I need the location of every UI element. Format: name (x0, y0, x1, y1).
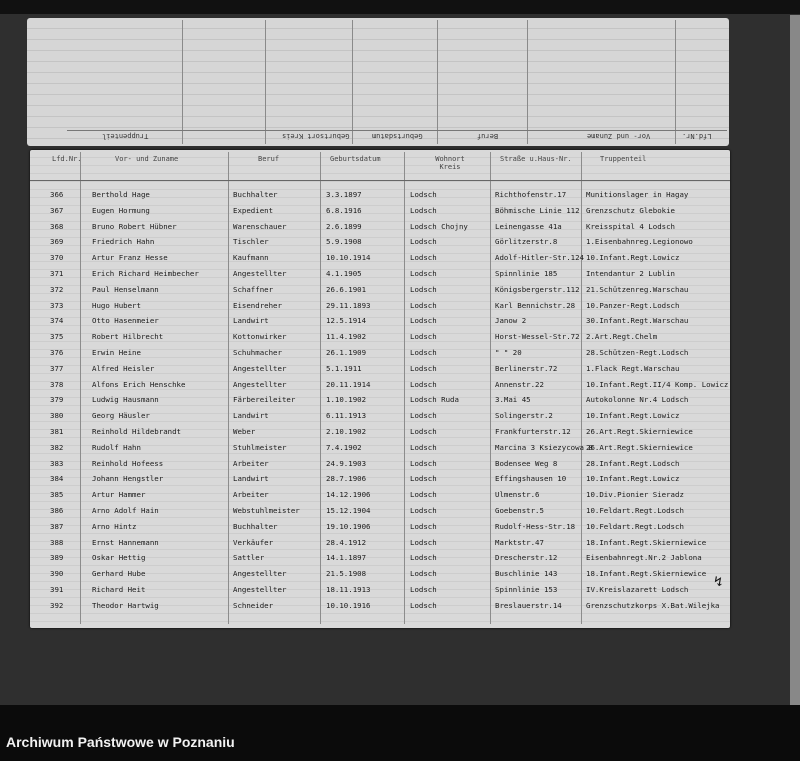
cell-beruf: Angestellter (233, 269, 287, 278)
table-row (30, 187, 730, 203)
cell-name: Robert Hilbrecht (92, 332, 164, 342)
cell-str: Leinengasse 41a (495, 221, 562, 231)
cell-beruf: Kottonwirker (233, 332, 287, 342)
cell-ort: Lodsch (410, 490, 437, 500)
cell-geb: 5.1.1911 (326, 363, 362, 373)
cell-str: Böhmische Linie 112 (495, 205, 580, 215)
cell-name: Oskar Hettig (92, 553, 146, 563)
cell-beruf: Schaffner (233, 284, 274, 294)
table-row (30, 582, 730, 598)
cell-name: Ludwig Hausmann (92, 395, 159, 405)
cell-geb: 4.1.1905 (326, 269, 362, 278)
cell-tr: 30.Infant.Regt.Warschau (586, 316, 689, 326)
cell-geb: 14.1.1897 (326, 553, 367, 563)
table-row (30, 471, 730, 487)
cell-nr: 385 (50, 490, 64, 500)
cell-nr: 386 (50, 506, 64, 515)
table-row (30, 361, 730, 377)
cell-tr: Intendantur 2 Lublin (586, 269, 675, 278)
cell-beruf: Schuhmacher (233, 348, 282, 357)
handwritten-check-mark: ↯ (714, 574, 723, 590)
column-divider (265, 20, 266, 144)
cell-beruf: Stuhlmeister (233, 442, 287, 452)
cell-ort: Lodsch (410, 537, 437, 547)
cell-ort: Lodsch (410, 585, 437, 594)
register-page (30, 150, 730, 628)
cell-nr: 380 (50, 411, 64, 421)
cell-geb: 12.5.1914 (326, 316, 367, 326)
cell-tr: 21.Schützenreg.Warschau (586, 284, 689, 294)
table-row (30, 550, 730, 566)
table-row (30, 566, 730, 582)
cell-tr: IV.Kreislazarett Lodsch (586, 585, 689, 594)
cell-str: Breslauerstr.14 (495, 600, 562, 610)
cell-name: Alfons Erich Henschke (92, 379, 186, 389)
cell-name: Bruno Robert Hübner (92, 221, 177, 231)
header-strasse: Straße u.Haus-Nr. (500, 155, 572, 163)
cell-nr: 376 (50, 348, 64, 357)
cell-tr: 2.Art.Regt.Chelm (586, 332, 658, 342)
cell-ort: Lodsch (410, 458, 437, 468)
cell-geb: 14.12.1906 (326, 490, 371, 500)
cell-nr: 378 (50, 379, 64, 389)
cell-geb: 6.8.1916 (326, 205, 362, 215)
cell-geb: 29.11.1893 (326, 300, 371, 310)
cell-ort: Lodsch (410, 506, 437, 515)
cell-ort: Lodsch (410, 284, 437, 294)
cell-geb: 2.10.1902 (326, 427, 367, 436)
cell-tr: 10.Infant.Regt.Lowicz (586, 253, 680, 263)
cell-ort: Lodsch (410, 411, 437, 421)
cell-beruf: Angestellter (233, 363, 287, 373)
cell-geb: 20.11.1914 (326, 379, 371, 389)
cell-nr: 373 (50, 300, 64, 310)
cell-geb: 10.10.1916 (326, 600, 371, 610)
cell-geb: 6.11.1913 (326, 411, 367, 421)
film-edge (790, 15, 800, 705)
cell-nr: 371 (50, 269, 64, 278)
cell-name: Reinhold Hildebrandt (92, 427, 181, 436)
cell-beruf: Weber (233, 427, 256, 436)
table-row (30, 392, 730, 408)
cell-str: Spinnlinie 185 (495, 269, 558, 278)
cell-nr: 379 (50, 395, 64, 405)
cell-name: Erwin Heine (92, 348, 141, 357)
cell-name: Berthold Hage (92, 190, 150, 199)
table-row (30, 313, 730, 329)
flipped-header: Beruf (477, 132, 499, 140)
cell-str: Marcina 3 Ksiezycowa 8 (495, 442, 593, 452)
cell-beruf: Kaufmann (233, 253, 269, 263)
cell-geb: 24.9.1903 (326, 458, 367, 468)
table-row (30, 345, 730, 361)
cell-nr: 372 (50, 284, 64, 294)
cell-str: Rudolf-Hess-Str.18 (495, 521, 576, 531)
column-divider (182, 20, 183, 144)
cell-beruf: Arbeiter (233, 490, 269, 500)
cell-tr: 28.Schützen-Regt.Lodsch (586, 348, 689, 357)
cell-beruf: Angestellter (233, 569, 287, 579)
cell-nr: 391 (50, 585, 64, 594)
cell-geb: 7.4.1902 (326, 442, 362, 452)
table-row (30, 487, 730, 503)
cell-ort: Lodsch (410, 253, 437, 263)
cell-tr: Grenzschutzkorps X.Bat.Wilejka (586, 600, 720, 610)
cell-str: Goebenstr.5 (495, 506, 544, 515)
column-divider (527, 20, 528, 144)
cell-beruf: Eisendreher (233, 300, 282, 310)
cell-ort: Lodsch (410, 553, 437, 563)
table-row (30, 377, 730, 393)
table-row (30, 329, 730, 345)
cell-beruf: Angestellter (233, 379, 287, 389)
cell-nr: 384 (50, 474, 64, 484)
table-row (30, 598, 730, 614)
cell-tr: 1.Flack Regt.Warschau (586, 363, 680, 373)
cell-name: Artur Franz Hesse (92, 253, 168, 263)
cell-geb: 26.1.1909 (326, 348, 367, 357)
table-row (30, 519, 730, 535)
cell-name: Alfred Heisler (92, 363, 155, 373)
cell-nr: 367 (50, 205, 64, 215)
cell-str: Berlinerstr.72 (495, 363, 558, 373)
cell-ort: Lodsch (410, 316, 437, 326)
header-rule (30, 180, 730, 181)
cell-beruf: Arbeiter (233, 458, 269, 468)
table-row (30, 298, 730, 314)
header-nr: Lfd.Nr. (52, 155, 82, 163)
cell-name: Arno Adolf Hain (92, 506, 159, 515)
cell-beruf: Landwirt (233, 316, 269, 326)
cell-tr: 10.Panzer-Regt.Lodsch (586, 300, 680, 310)
cell-name: Reinhold Hofeess (92, 458, 164, 468)
flipped-header: Geburtsdatum (372, 132, 423, 140)
cell-str: Königsbergerstr.112 (495, 284, 580, 294)
cell-str: Spinnlinie 153 (495, 585, 558, 594)
cell-nr: 366 (50, 190, 64, 199)
cell-nr: 388 (50, 537, 64, 547)
archive-caption: Archiwum Państwowe w Poznaniu (6, 734, 235, 750)
table-row (30, 282, 730, 298)
cell-geb: 5.9.1908 (326, 237, 362, 247)
cell-tr: Kreisspital 4 Lodsch (586, 221, 675, 231)
cell-name: Georg Häusler (92, 411, 150, 421)
cell-geb: 26.6.1901 (326, 284, 367, 294)
cell-tr: Autokolonne Nr.4 Lodsch (586, 395, 689, 405)
cell-geb: 15.12.1904 (326, 506, 371, 515)
cell-nr: 374 (50, 316, 64, 326)
cell-nr: 375 (50, 332, 64, 342)
cell-beruf: Buchhalter (233, 190, 278, 199)
cell-tr: 1.Eisenbahnreg.Legionowo (586, 237, 693, 247)
cell-tr: Grenzschutz Glebokie (586, 205, 675, 215)
table-row (30, 203, 730, 219)
cell-tr: Eisenbahnregt.Nr.2 Jablona (586, 553, 702, 563)
cell-nr: 390 (50, 569, 64, 579)
cell-name: Theodor Hartwig (92, 600, 159, 610)
cell-tr: 10.Infant.Regt.Lowicz (586, 474, 680, 484)
cell-str: Solingerstr.2 (495, 411, 553, 421)
cell-name: Richard Heit (92, 585, 146, 594)
table-row (30, 234, 730, 250)
header-name: Vor- und Zuname (115, 155, 179, 163)
column-divider (437, 20, 438, 144)
cell-ort: Lodsch (410, 427, 437, 436)
cell-name: Paul Henselmann (92, 284, 159, 294)
cell-name: Rudolf Hahn (92, 442, 141, 452)
column-divider (352, 20, 353, 144)
cell-name: Otto Hasenmeier (92, 316, 159, 326)
table-row (30, 219, 730, 235)
cell-beruf: Angestellter (233, 585, 287, 594)
table-row (30, 408, 730, 424)
cell-geb: 2.6.1899 (326, 221, 362, 231)
cell-str: Marktstr.47 (495, 537, 544, 547)
cell-ort: Lodsch (410, 379, 437, 389)
cell-str: Buschlinie 143 (495, 569, 558, 579)
cell-ort: Lodsch (410, 442, 437, 452)
cell-geb: 28.4.1912 (326, 537, 367, 547)
cell-tr: 10.Div.Pionier Sieradz (586, 490, 684, 500)
cell-beruf: Landwirt (233, 411, 269, 421)
cell-ort: Lodsch (410, 205, 437, 215)
cell-beruf: Expedient (233, 205, 274, 215)
cell-beruf: Schneider (233, 600, 274, 610)
cell-tr: 10.Feldart.Regt.Lodsch (586, 506, 684, 515)
cell-nr: 387 (50, 521, 64, 531)
footer-bar (0, 705, 800, 761)
cell-tr: 10.Feldart.Regt.Lodsch (586, 521, 684, 531)
cell-beruf: Landwirt (233, 474, 269, 484)
cell-nr: 392 (50, 600, 64, 610)
header-rule (67, 130, 727, 131)
cell-beruf: Tischler (233, 237, 269, 247)
cell-geb: 10.10.1914 (326, 253, 371, 263)
cell-nr: 381 (50, 427, 64, 436)
cell-str: Görlitzerstr.8 (495, 237, 558, 247)
flipped-header: Vor- und Zuname (587, 132, 651, 140)
table-row (30, 535, 730, 551)
cell-name: Hugo Hubert (92, 300, 141, 310)
cell-ort: Lodsch Ruda (410, 395, 459, 405)
cell-name: Gerhard Hube (92, 569, 146, 579)
cell-str: Drescherstr.12 (495, 553, 558, 563)
cell-ort: Lodsch (410, 190, 437, 199)
cell-geb: 11.4.1902 (326, 332, 367, 342)
cell-geb: 28.7.1906 (326, 474, 367, 484)
cell-name: Ernst Hannemann (92, 537, 159, 547)
cell-ort: Lodsch (410, 569, 437, 579)
cell-nr: 377 (50, 363, 64, 373)
cell-str: Karl Bennichstr.28 (495, 300, 576, 310)
cell-str: " " 20 (495, 348, 522, 357)
cell-nr: 389 (50, 553, 64, 563)
scan-top-border (0, 0, 800, 14)
cell-geb: 19.10.1906 (326, 521, 371, 531)
column-divider (675, 20, 676, 144)
cell-beruf: Verkäufer (233, 537, 274, 547)
cell-str: Ulmenstr.6 (495, 490, 540, 500)
flipped-header: Truppenteil (102, 132, 149, 140)
table-row (30, 503, 730, 519)
table-row (30, 456, 730, 472)
cell-beruf: Webstuhlmeister (233, 506, 300, 515)
cell-geb: 1.10.1902 (326, 395, 367, 405)
table-row (30, 266, 730, 282)
cell-nr: 383 (50, 458, 64, 468)
header-geburtsdatum: Geburtsdatum (330, 155, 381, 163)
cell-str: Frankfurterstr.12 (495, 427, 571, 436)
cell-ort: Lodsch (410, 348, 437, 357)
cell-tr: 18.Infant.Regt.Skierniewice (586, 537, 707, 547)
cell-str: 3.Mai 45 (495, 395, 531, 405)
cell-name: Arno Hintz (92, 521, 137, 531)
table-row (30, 250, 730, 266)
cell-ort: Lodsch Chojny (410, 221, 468, 231)
cell-ort: Lodsch (410, 237, 437, 247)
cell-geb: 21.5.1908 (326, 569, 367, 579)
cell-beruf: Buchhalter (233, 521, 278, 531)
cell-geb: 18.11.1913 (326, 585, 371, 594)
cell-str: Effingshausen 10 (495, 474, 567, 484)
flipped-header: Geburtsort Kreis (282, 132, 350, 140)
cell-geb: 3.3.1897 (326, 190, 362, 199)
cell-ort: Lodsch (410, 521, 437, 531)
cell-str: Janow 2 (495, 316, 527, 326)
cell-nr: 368 (50, 221, 64, 231)
cell-name: Artur Hammer (92, 490, 146, 500)
header-beruf: Beruf (258, 155, 280, 163)
cell-ort: Lodsch (410, 269, 437, 278)
cell-name: Friedrich Hahn (92, 237, 155, 247)
cell-ort: Lodsch (410, 474, 437, 484)
cell-str: Adolf-Hitler-Str.124 (495, 253, 584, 263)
cell-tr: Munitionslager in Hagay (586, 190, 689, 199)
cell-tr: 26.Art.Regt.Skierniewice (586, 442, 693, 452)
cell-beruf: Färbereileiter (233, 395, 296, 405)
cell-ort: Lodsch (410, 300, 437, 310)
cell-str: Richthofenstr.17 (495, 190, 567, 199)
cell-str: Bodensee Weg 8 (495, 458, 558, 468)
cell-beruf: Warenschauer (233, 221, 287, 231)
cell-ort: Lodsch (410, 363, 437, 373)
cell-ort: Lodsch (410, 600, 437, 610)
cell-tr: 26.Art.Regt.Skierniewice (586, 427, 693, 436)
header-truppenteil: Truppenteil (600, 155, 647, 163)
previous-page-sheet (27, 18, 729, 146)
cell-tr: 10.Infant.Regt.II/4 Komp. Lowicz (586, 379, 729, 389)
cell-tr: 10.Infant.Regt.Lowicz (586, 411, 680, 421)
cell-beruf: Sattler (233, 553, 265, 563)
table-row (30, 440, 730, 456)
cell-tr: 28.Infant.Regt.Lodsch (586, 458, 680, 468)
cell-nr: 370 (50, 253, 64, 263)
cell-nr: 369 (50, 237, 64, 247)
cell-str: Annenstr.22 (495, 379, 544, 389)
cell-tr: 18.Infant.Regt.Skierniewice (586, 569, 707, 579)
cell-name: Eugen Hormung (92, 205, 150, 215)
cell-str: Horst-Wessel-Str.72 (495, 332, 580, 342)
flipped-header: Lfd.Nr. (682, 132, 712, 140)
cell-ort: Lodsch (410, 332, 437, 342)
table-row (30, 424, 730, 440)
cell-nr: 382 (50, 442, 64, 452)
cell-name: Johann Hengstler (92, 474, 164, 484)
header-wohnort: Wohnort Kreis (435, 155, 465, 171)
cell-name: Erich Richard Heimbecher (92, 269, 199, 278)
